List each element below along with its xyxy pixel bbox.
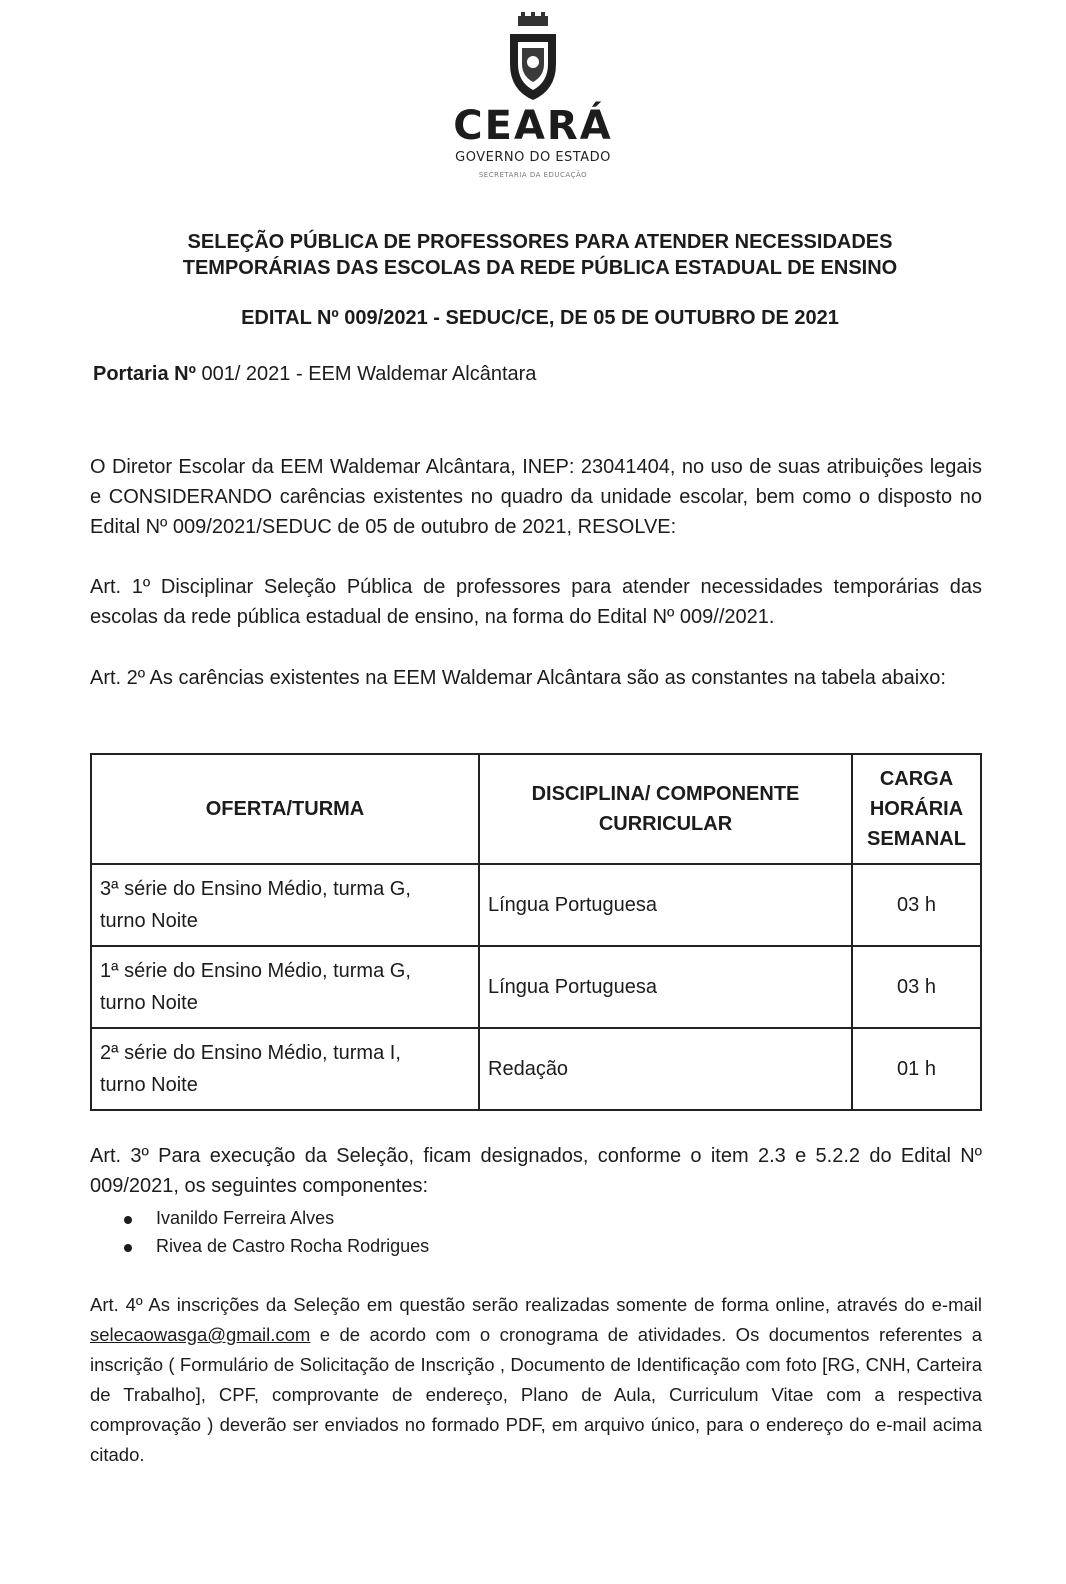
article-3: Art. 3º Para execução da Seleção, ficam designados, conforme o item 2.3 e 5.2.2 do Edital Nº 009/2021, os seguintes componentes: (90, 1145, 982, 1197)
header-disciplina (479, 754, 852, 864)
vacancies-table (90, 753, 980, 1111)
ceara-logo (433, 12, 633, 179)
article-4-text-end: e de acordo com o cronograma de atividades. Os documentos referentes a inscrição ( Formulário de Solicitação de Inscrição , Documento de Identificação com foto [RG, CNH, Carteira de Trabalho], CPF, comprovante de endereço, Plano de Aula, Curriculum Vitae com a respectiva comprovação ) deverão ser enviados no formado PDF, em arquivo único, para o endereço do e-mail acima citado. (90, 1324, 982, 1465)
header-disciplina-line-1: DISCIPLINA/ COMPONENTE (531, 783, 800, 805)
turma-line-2: turno Noite (100, 910, 198, 932)
cell-disciplina: Língua Portuguesa (479, 946, 852, 1028)
cell-turma (91, 1028, 479, 1110)
portaria-text: 001/ 2021 - EEM Waldemar Alcântara (195, 363, 537, 385)
turma-line-2: turno Noite (100, 1074, 198, 1096)
title-line-2: TEMPORÁRIAS DAS ESCOLAS DA REDE PÚBLICA ESTADUAL DE ENSINO (182, 257, 898, 279)
article-2: Art. 2º As carências existentes na EEM Waldemar Alcântara são as constantes na tabela abaixo: (90, 667, 946, 689)
cell-turma (91, 864, 479, 946)
header-carga-line-2: HORÁRIA (869, 798, 964, 820)
header-oferta: OFERTA/TURMA (91, 754, 479, 864)
cell-disciplina: Redação (479, 1028, 852, 1110)
logo-secretariat: SECRETARIA DA EDUCAÇÃO (478, 171, 588, 179)
list-item: Rivea de Castro Rocha Rodrigues (120, 1232, 429, 1260)
coat-of-arms-icon (504, 12, 562, 102)
header-disciplina-line-2: CURRICULAR (598, 813, 733, 835)
cell-disciplina: Língua Portuguesa (479, 864, 852, 946)
edital-title: EDITAL Nº 009/2021 - SEDUC/CE, DE 05 DE OUTUBRO DE 2021 (241, 307, 839, 329)
committee-list (120, 1204, 429, 1260)
table-row (91, 946, 981, 1028)
logo-name: CEARÁ (453, 103, 613, 149)
cell-carga: 01 h (852, 1028, 981, 1110)
header-carga (852, 754, 981, 864)
table-row (91, 864, 981, 946)
portaria-label: Portaria Nº (93, 363, 196, 385)
document-title (100, 229, 980, 281)
turma-line-1: 2ª série do Ensino Médio, turma I, (100, 1042, 401, 1064)
table-header-row (91, 754, 981, 864)
header-carga-line-1: CARGA (879, 768, 954, 790)
turma-line-1: 1ª série do Ensino Médio, turma G, (100, 960, 411, 982)
article-1: Art. 1º Disciplinar Seleção Pública de professores para atender necessidades temporárias das escolas da rede pública estadual de ensino, na forma do Edital Nº 009//2021. (90, 576, 982, 628)
intro-paragraph: O Diretor Escolar da EEM Waldemar Alcântara, INEP: 23041404, no uso de suas atribuições legais e CONSIDERANDO carências existentes no quadro da unidade escolar, bem como o disposto no Edital Nº 009/2021/SEDUC de 05 de outubro de 2021, RESOLVE: (90, 456, 982, 538)
email-link[interactable]: selecaowasga@gmail.com (90, 1324, 311, 1345)
cell-turma (91, 946, 479, 1028)
article-4-text-start: Art. 4º As inscrições da Seleção em questão serão realizadas somente de forma online, através do e-mail (90, 1294, 982, 1315)
table-row (91, 1028, 981, 1110)
turma-line-1: 3ª série do Ensino Médio, turma G, (100, 878, 411, 900)
logo-subtitle: GOVERNO DO ESTADO (455, 150, 611, 165)
article-4 (90, 1290, 982, 1470)
cell-carga: 03 h (852, 864, 981, 946)
portaria-line (93, 363, 536, 386)
cell-carga: 03 h (852, 946, 981, 1028)
header-carga-line-3: SEMANAL (867, 828, 966, 850)
title-line-1: SELEÇÃO PÚBLICA DE PROFESSORES PARA ATENDER NECESSIDADES (187, 231, 893, 253)
turma-line-2: turno Noite (100, 992, 198, 1014)
list-item: Ivanildo Ferreira Alves (120, 1204, 429, 1232)
